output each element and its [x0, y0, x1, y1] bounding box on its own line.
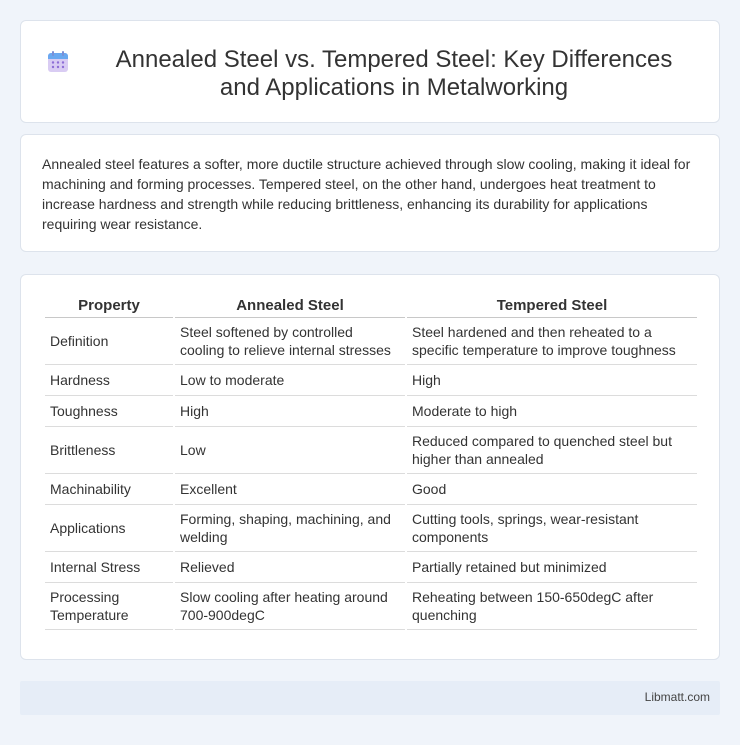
annealed-cell: High [175, 396, 405, 427]
page-title: Annealed Steel vs. Tempered Steel: Key Differences and Applications in Metalworking [115, 46, 673, 101]
property-cell: Machinability [45, 474, 173, 505]
annealed-cell: Low [175, 427, 405, 474]
table-row [45, 396, 697, 427]
intro-text: Annealed steel features a softer, more ductile structure achieved through slow cooling, making it ideal for machining and forming processes. Tempered steel, on the other hand, undergoes heat treatment to increase hardness and strength while reducing brittleness, enhancing its durability for applications requiring wear resistance. [42, 156, 691, 232]
tempered-cell: Partially retained but minimized [407, 552, 697, 583]
tempered-cell: Moderate to high [407, 396, 697, 427]
tempered-cell: Good [407, 474, 697, 505]
property-cell: Applications [45, 505, 173, 552]
comparison-card [20, 274, 720, 660]
annealed-cell: Excellent [175, 474, 405, 505]
property-cell: Hardness [45, 365, 173, 396]
tempered-cell: Steel hardened and then reheated to a specific temperature to improve toughness [407, 318, 697, 365]
table-row [45, 583, 697, 630]
tempered-cell: Cutting tools, springs, wear-resistant components [407, 505, 697, 552]
annealed-cell: Relieved [175, 552, 405, 583]
comparison-table [43, 297, 699, 630]
property-cell: Brittleness [45, 427, 173, 474]
annealed-cell: Steel softened by controlled cooling to relieve internal stresses [175, 318, 405, 365]
header-tempered-steel: Tempered Steel [407, 297, 697, 318]
table-row [45, 505, 697, 552]
footer-site-link[interactable]: Libmatt.com [644, 690, 710, 704]
annealed-cell: Slow cooling after heating around 700-900degC [175, 583, 405, 630]
table-row [45, 474, 697, 505]
tempered-cell: Reduced compared to quenched steel but higher than annealed [407, 427, 697, 474]
header-annealed-steel: Annealed Steel [175, 297, 405, 318]
title-wrap [21, 21, 719, 102]
annealed-cell: Low to moderate [175, 365, 405, 396]
table-header-row [45, 297, 697, 318]
intro-card [20, 134, 720, 252]
tempered-cell: High [407, 365, 697, 396]
property-cell: Processing Temperature [45, 583, 173, 630]
table-row [45, 427, 697, 474]
title-card [20, 20, 720, 123]
footer-bar [20, 681, 720, 715]
table-row [45, 318, 697, 365]
header-property: Property [45, 297, 173, 318]
table-row [45, 365, 697, 396]
calendar-icon [46, 50, 70, 74]
property-cell: Internal Stress [45, 552, 173, 583]
tempered-cell: Reheating between 150-650degC after quenching [407, 583, 697, 630]
property-cell: Definition [45, 318, 173, 365]
table-row [45, 552, 697, 583]
property-cell: Toughness [45, 396, 173, 427]
annealed-cell: Forming, shaping, machining, and welding [175, 505, 405, 552]
